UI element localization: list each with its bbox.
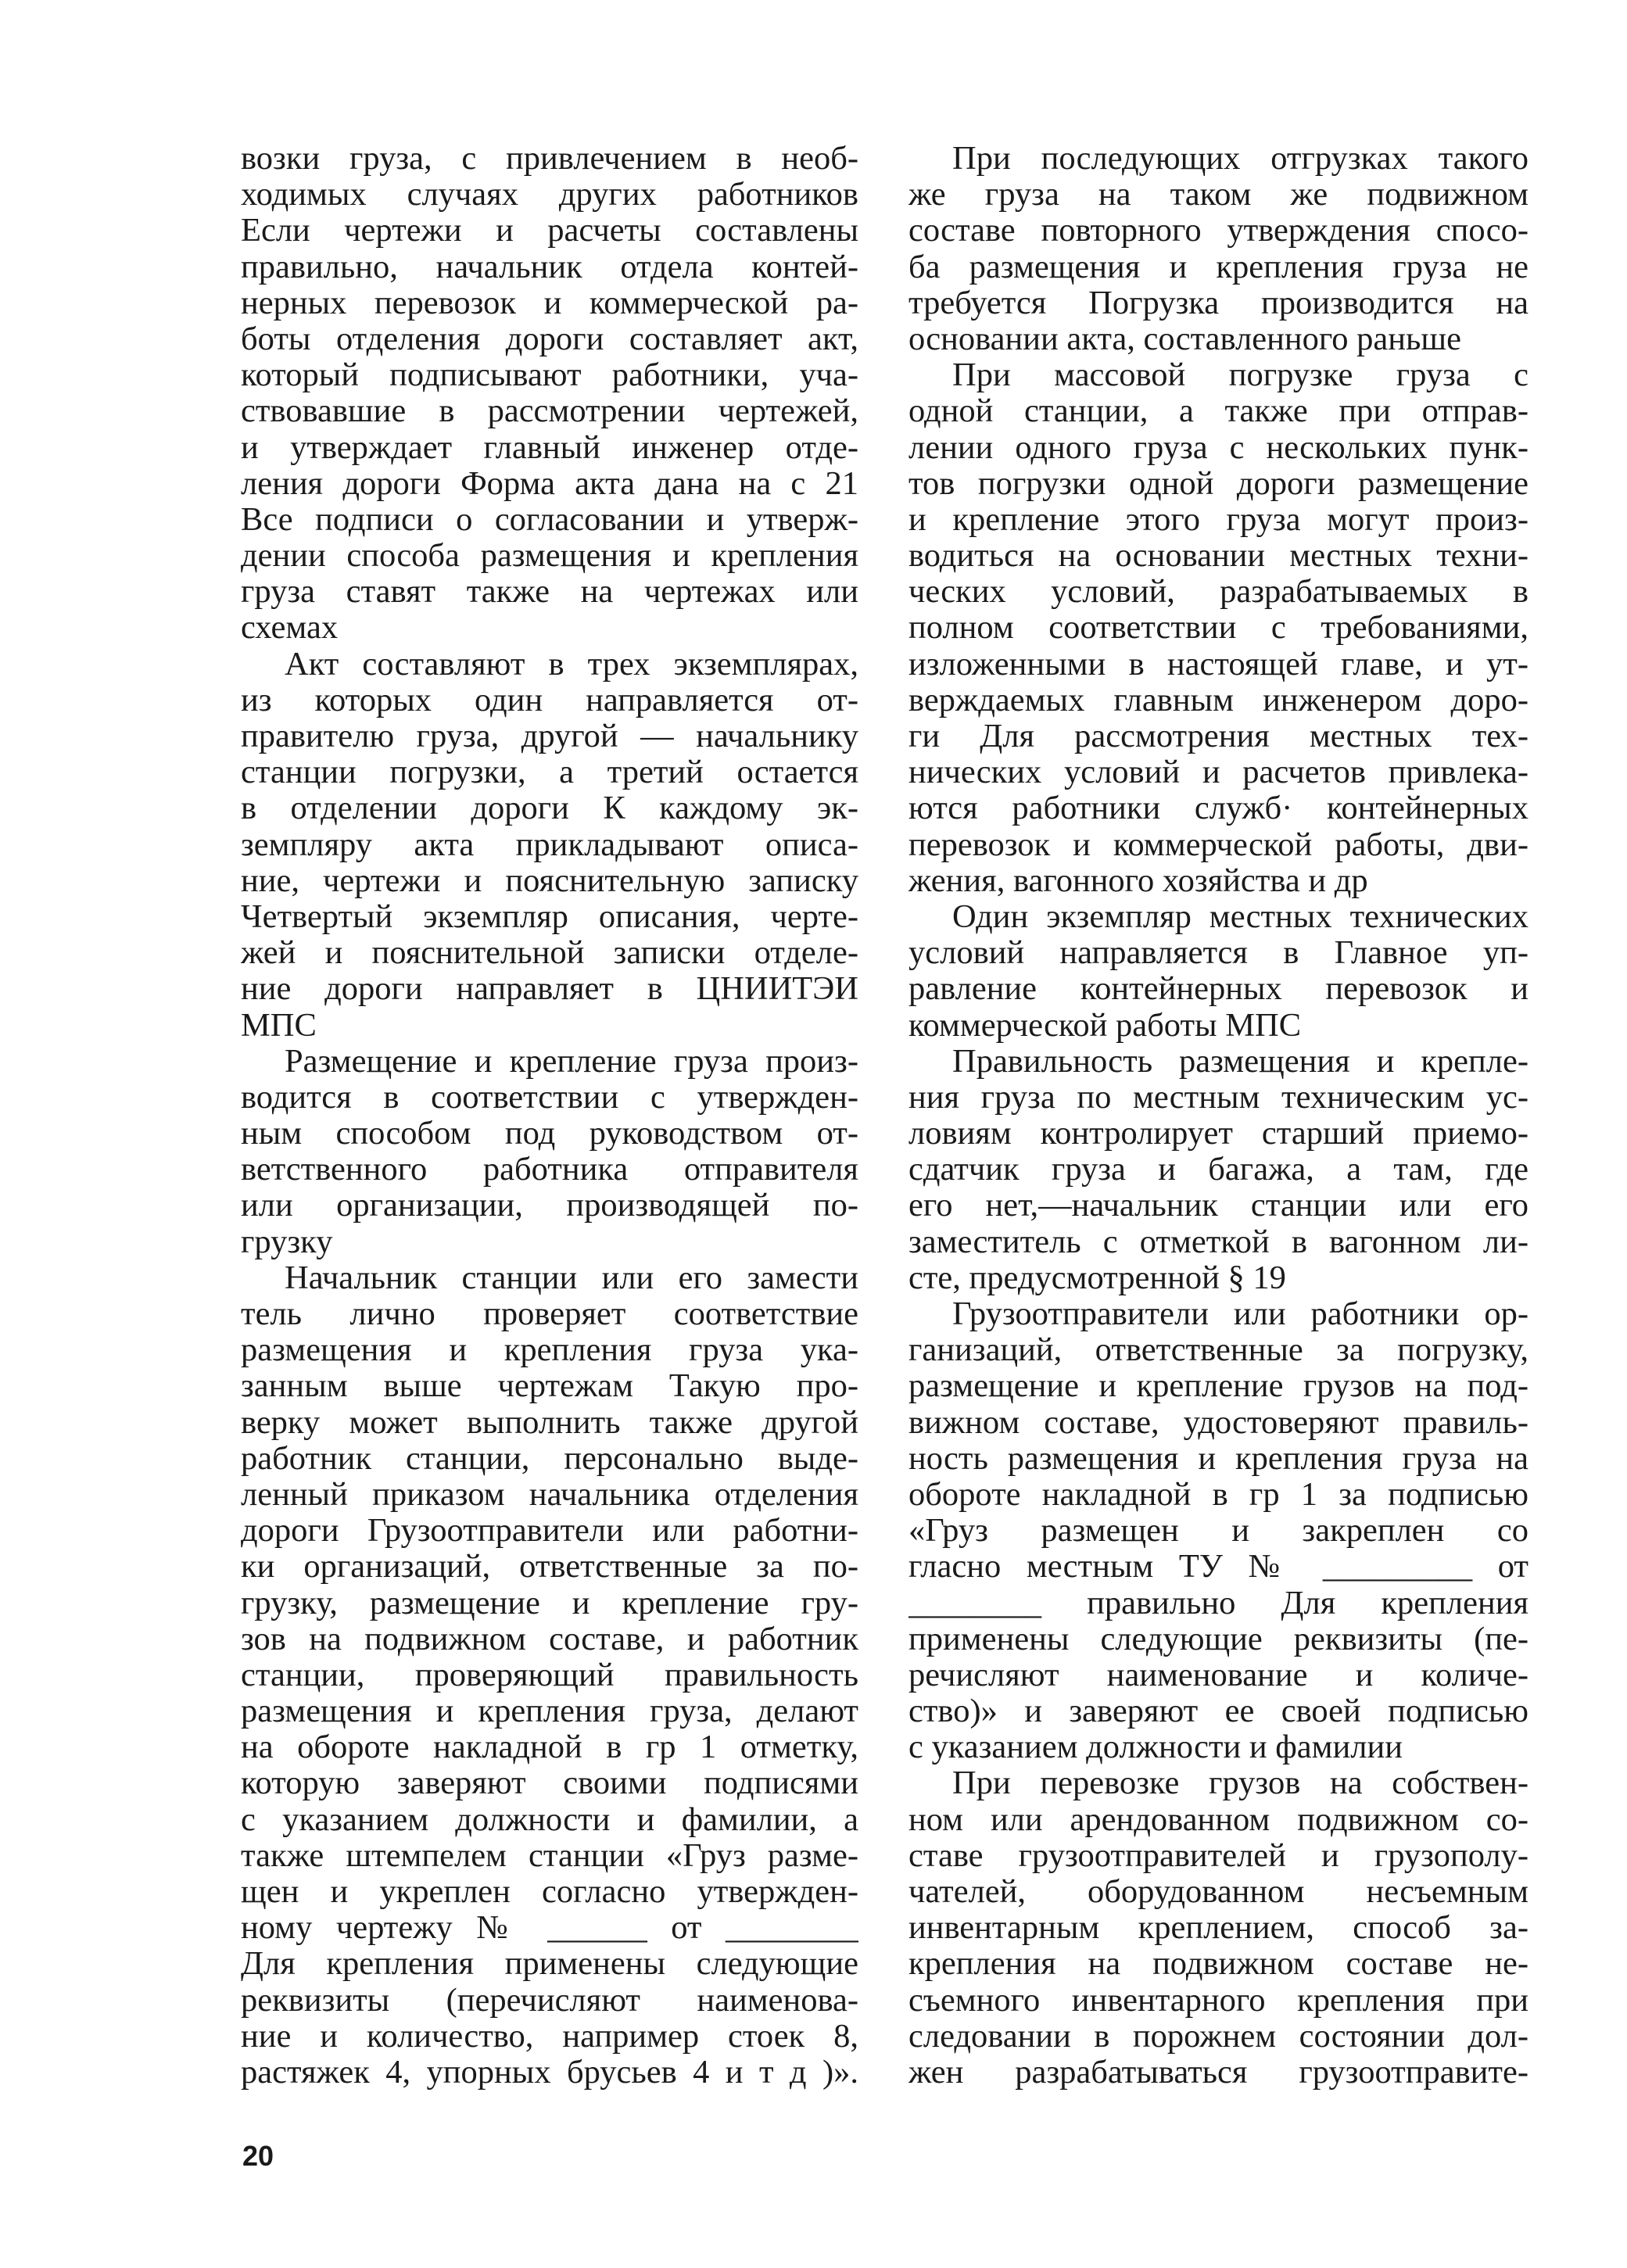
text-line: Все подписи о согласовании и утверж- [241, 501, 858, 538]
text-line: При перевозке грузов на собствен- [952, 1765, 1528, 1802]
text-line: При последующих отгрузках такого [952, 141, 1528, 177]
text-line: которую заверяют своими подписями [241, 1765, 858, 1802]
text-line: же груза на таком же подвижном [908, 177, 1528, 213]
text-line: Начальник станции или его замести [285, 1259, 858, 1296]
text-line: речисляют наименование и количе- [908, 1657, 1528, 1693]
text-line: размещения и крепления груза, делают [241, 1693, 858, 1730]
text-line: занным выше чертежам Такую про- [241, 1368, 858, 1405]
text-line: возки груза, с привлечением в необ- [241, 141, 858, 177]
text-line: также штемпелем станции «Груз разме- [241, 1837, 858, 1874]
text-line: коммерческой работы МПС [908, 1007, 1302, 1044]
text-line: ются работники служб· контейнерных [908, 790, 1528, 827]
text-line: жей и пояснительной записки отделе- [241, 935, 858, 972]
text-line: полном соответствии с требованиями, [908, 610, 1528, 647]
page-number: 20 [242, 2140, 274, 2172]
text-line: нических условий и расчетов привлека- [908, 754, 1528, 791]
text-line: ления дороги Форма акта дана на с 21 [241, 465, 858, 502]
text-line: дороги Грузоотправители или работни- [241, 1513, 858, 1550]
text-line: боты отделения дороги составляет акт, [241, 321, 858, 357]
text-line: лении одного груза с нескольких пунк- [908, 429, 1528, 466]
text-line: инвентарным креплением, способ за- [908, 1910, 1528, 1947]
text-line: ба размещения и крепления груза не [908, 249, 1528, 285]
text-line: зов на подвижном составе, и работник [241, 1621, 858, 1657]
text-line: его нет,—начальник станции или его [908, 1188, 1528, 1224]
text-line: Правильность размещения и крепле- [952, 1043, 1528, 1080]
text-line: Если чертежи и расчеты составлены [241, 213, 858, 249]
text-line: станции, проверяющий правильность [241, 1657, 858, 1693]
text-line: следовании в порожнем состоянии дол- [908, 2018, 1528, 2055]
text-line: верку может выполнить также другой [241, 1404, 858, 1441]
text-line: ________ правильно Для крепления [908, 1585, 1528, 1621]
text-line: ние дороги направляет в ЦНИИТЭИ [241, 971, 858, 1008]
left-column [241, 141, 858, 2091]
text-line: в отделении дороги К каждому эк- [241, 790, 858, 827]
text-line: из которых один направляется от- [241, 682, 858, 718]
text-line: тель лично проверяет соответствие [241, 1296, 858, 1332]
text-line: с указанием должности и фамилии [908, 1729, 1403, 1766]
text-line: жения, вагонного хозяйства и др [908, 862, 1368, 899]
text-line: крепления на подвижном составе не- [908, 1946, 1528, 1983]
text-line: ловиям контролирует старший приемо- [908, 1116, 1528, 1152]
text-line: МПС [241, 1007, 317, 1044]
text-line: и утверждает главный инженер отде- [241, 429, 858, 466]
text-line: ние, чертежи и пояснительную записку [241, 862, 858, 899]
text-line: ги Для рассмотрения местных тех- [908, 718, 1528, 754]
text-line: растяжек 4, упорных брусьев 4 и т д )». [241, 2054, 858, 2091]
text-line: водиться на основании местных техни- [908, 538, 1528, 575]
text-line: ствовавшие в рассмотрении чертежей, [241, 393, 858, 430]
text-line: съемного инвентарного крепления при [908, 1982, 1528, 2019]
text-line: ство)» и заверяют ее своей подписью [908, 1693, 1528, 1730]
text-line: ветственного работника отправителя [241, 1152, 858, 1188]
text-line: реквизиты (перечисляют наименова- [241, 1982, 858, 2019]
text-line: и крепление этого груза могут произ- [908, 501, 1528, 538]
text-line: применены следующие реквизиты (пе- [908, 1621, 1528, 1657]
text-line: нерных перевозок и коммерческой ра- [241, 285, 858, 321]
right-column [908, 141, 1528, 2091]
text-line: схемах [241, 610, 339, 647]
text-line: Грузоотправители или работники ор- [952, 1296, 1528, 1332]
text-line: обороте накладной в гр 1 за подписью [908, 1476, 1528, 1513]
text-line: ние и количество, например стоек 8, [241, 2018, 858, 2055]
text-line: груза ставят также на чертежах или [241, 574, 858, 611]
text-line: на обороте накладной в гр 1 отметку, [241, 1729, 858, 1766]
text-line: который подписывают работники, уча- [241, 357, 858, 394]
text-line: Для крепления применены следующие [241, 1946, 858, 1983]
text-line: грузку [241, 1224, 333, 1260]
text-line: ния груза по местным техническим ус- [908, 1079, 1528, 1116]
text-line: ставе грузоотправителей и грузополу- [908, 1837, 1528, 1874]
text-line: Один экземпляр местных технических [952, 898, 1528, 935]
text-line: станции погрузки, а третий остается [241, 754, 858, 791]
text-line: изложенными в настоящей главе, и ут- [908, 646, 1528, 683]
text-line: ганизаций, ответственные за погрузку, [908, 1332, 1528, 1369]
text-line: тов погрузки одной дороги размещение [908, 465, 1528, 502]
text-line: щен и укреплен согласно утвержден- [241, 1874, 858, 1910]
text-line: жен разрабатываться грузоотправите- [908, 2054, 1528, 2091]
text-line: работник станции, персонально выде- [241, 1440, 858, 1477]
text-line: размещения и крепления груза ука- [241, 1332, 858, 1369]
text-line: водится в соответствии с утвержден- [241, 1079, 858, 1116]
text-line: грузку, размещение и крепление гру- [241, 1585, 858, 1621]
text-line: условий направляется в Главное уп- [908, 935, 1528, 972]
text-line: ном или арендованном подвижном со- [908, 1801, 1528, 1838]
text-line: размещение и крепление грузов на под- [908, 1368, 1528, 1405]
text-line: заместитель с отметкой в вагонном ли- [908, 1224, 1528, 1260]
text-line: требуется Погрузка производится на [908, 285, 1528, 321]
text-line: одной станции, а также при отправ- [908, 393, 1528, 430]
text-line: правителю груза, другой — начальнику [241, 718, 858, 754]
text-line: ность размещения и крепления груза на [908, 1440, 1528, 1477]
text-line: Четвертый экземпляр описания, черте- [241, 898, 858, 935]
text-line: Размещение и крепление груза произ- [285, 1043, 858, 1080]
text-line: ческих условий, разрабатываемых в [908, 574, 1528, 611]
text-line: земпляру акта прикладывают описа- [241, 826, 858, 863]
text-line: перевозок и коммерческой работы, дви- [908, 826, 1528, 863]
text-line: равление контейнерных перевозок и [908, 971, 1528, 1008]
text-line: сдатчик груза и багажа, а там, где [908, 1152, 1528, 1188]
text-line: сте, предусмотренной § 19 [908, 1259, 1286, 1296]
text-line: основании акта, составленного раньше [908, 321, 1461, 357]
text-line: или организации, производящей по- [241, 1188, 858, 1224]
text-line: При массовой погрузке груза с [952, 357, 1528, 394]
text-line: вижном составе, удостоверяют правиль- [908, 1404, 1528, 1441]
text-line: ки организаций, ответственные за по- [241, 1549, 858, 1585]
text-line: составе повторного утверждения спосо- [908, 213, 1528, 249]
text-line: ходимых случаях других работников [241, 177, 858, 213]
text-line: верждаемых главным инженером доро- [908, 682, 1528, 718]
text-line: с указанием должности и фамилии, а [241, 1801, 858, 1838]
text-line: ным способом под руководством от- [241, 1116, 858, 1152]
text-line: ленный приказом начальника отделения [241, 1476, 858, 1513]
text-line: правильно, начальник отдела контей- [241, 249, 858, 285]
text-line: ному чертежу № ______ от ________ [241, 1910, 858, 1947]
text-line: гласно местным ТУ № _________ от [908, 1549, 1528, 1585]
text-line: чателей, оборудованном несъемным [908, 1874, 1528, 1910]
text-line: «Груз размещен и закреплен со [908, 1513, 1528, 1550]
text-line: дении способа размещения и крепления [241, 538, 858, 575]
text-line: Акт составляют в трех экземплярах, [285, 646, 858, 683]
